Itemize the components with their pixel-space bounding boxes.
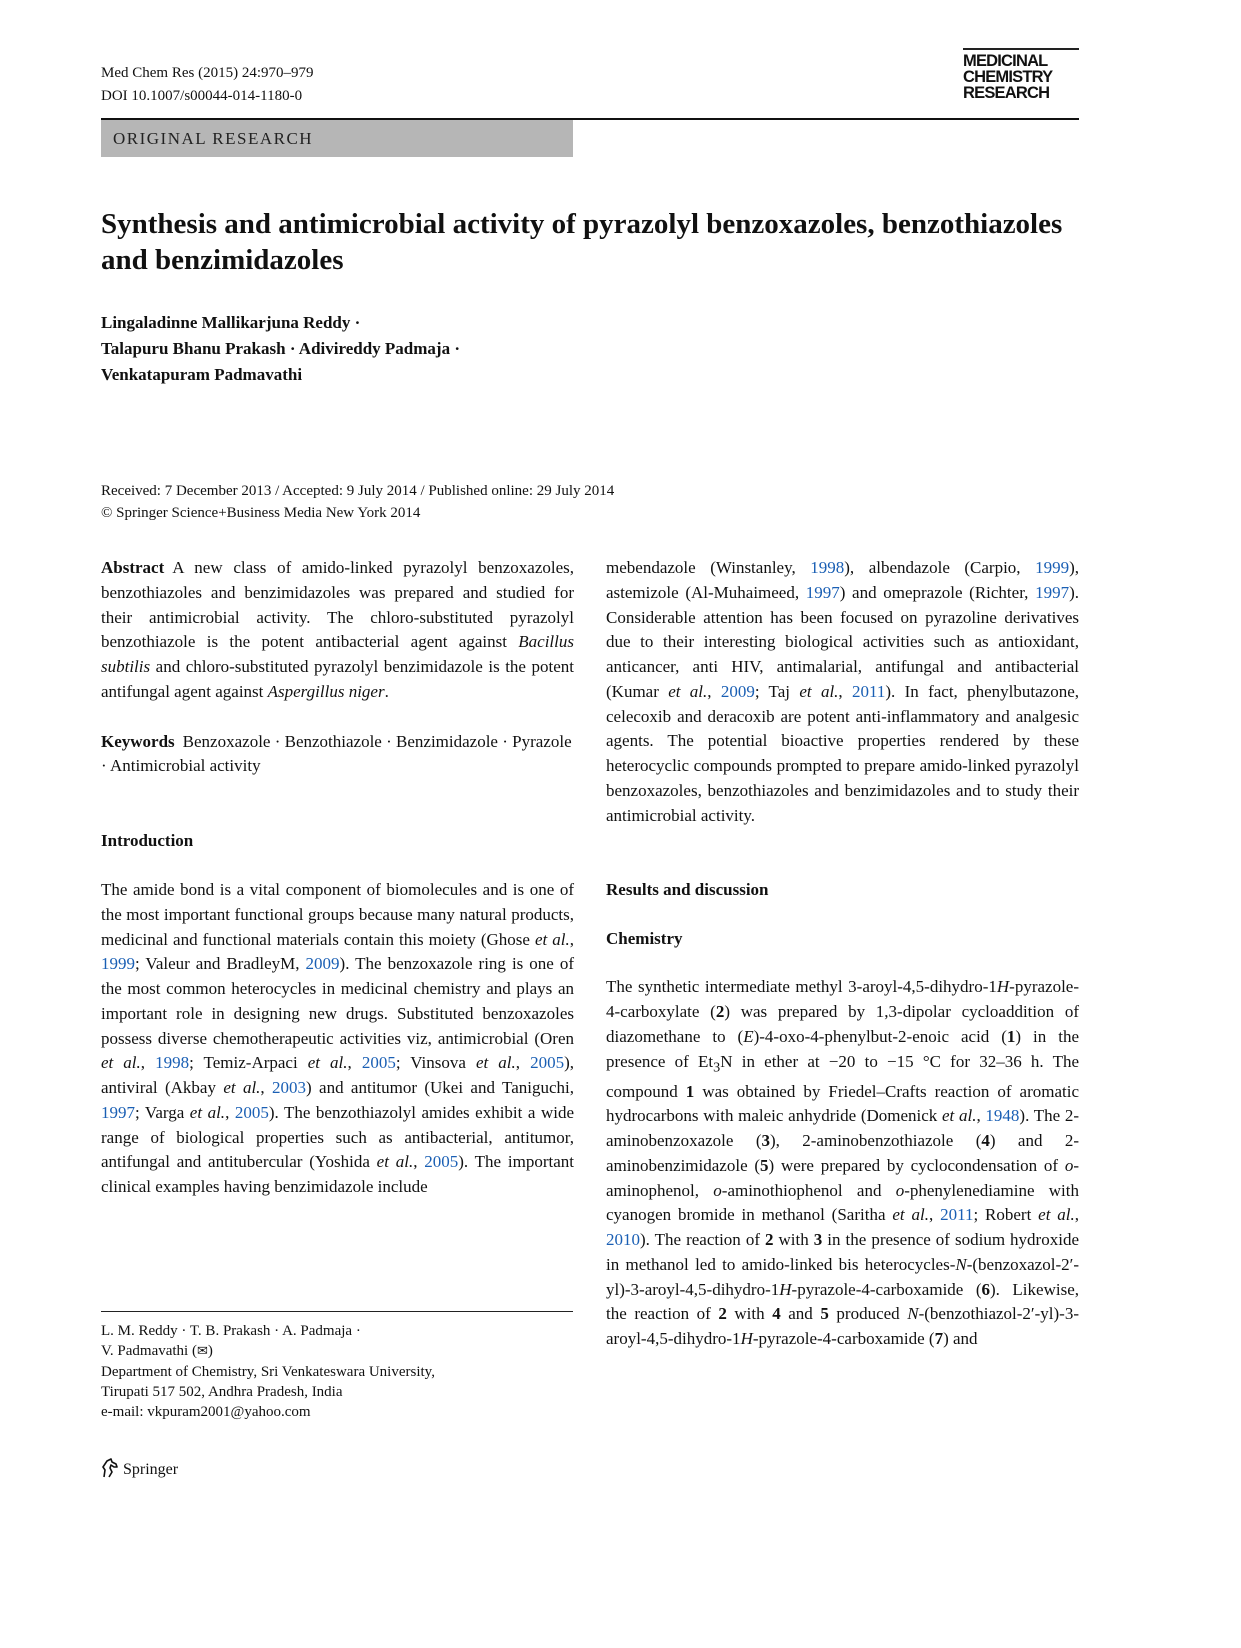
publisher-footer <box>101 1458 178 1481</box>
citation-link[interactable]: 2003 <box>272 1078 307 1097</box>
citation-link[interactable]: 2005 <box>530 1053 565 1073</box>
introduction-heading: Introduction <box>101 831 194 850</box>
citation-link[interactable]: 1948 <box>985 1106 1020 1126</box>
paper-title: Synthesis and antimicrobial activity of pyrazolyl benzoxazoles, benzothiazoles and benzimidazoles <box>101 208 1063 276</box>
chemistry-paragraph: The synthetic intermediate methyl 3-aroyl-4,5-dihydro-1H-pyrazole-4-carboxylate (2) was prepared by 1,3-dipolar cycloaddition of diazomethane to (E)-4-oxo-4-phenylbut-2-enoic acid (1) in the presence of $Et_3N$ in ether at −20 to −15 °C for 32–36 h. The compound 1 was obtained by Friedel–Crafts reaction of aromatic hydrocarbons with maleic anhydride (Domenick et al., 1948). The 2-aminobenzoxazole (3), 2-aminobenzothiazole (4) and 2-aminobenzimidazole (5) were prepared by cyclocondensation of o-aminophenol, o-aminothiophenol and o-phenylenediamine with cyanogen bromide in methanol (Saritha et al., 2011; Robert et al., 2010). The reaction of 2 with 3 in the presence of sodium hydroxide in methanol led to amido-linked bis heterocycles-N-(benzoxazol-2′-yl)-3-aroyl-4,5-dihydro-1H-pyrazole-4-carboxamide (6). Likewise, the reaction of 2 with 4 and 5 produced N-(benzothiazol-2′-yl)-3-aroyl-4,5-dihydro-1H-pyrazole-4-carboxamide (7) and <box>606 977 1080 1349</box>
citation-link[interactable]: 2005 <box>234 1102 269 1122</box>
citation-link[interactable]: 2005 <box>424 1152 459 1172</box>
abstract-label: Abstract <box>101 558 165 577</box>
author-line: Lingaladinne Mallikarjuna Reddy · <box>101 313 361 332</box>
copyright-line: © Springer Science+Business Media New York 2014 <box>101 505 421 521</box>
footnote-authors: L. M. Reddy · T. B. Prakash · A. Padmaja · <box>101 1323 361 1339</box>
department: Department of Chemistry, Sri Venkateswara University, <box>101 1364 435 1380</box>
history-dates: Received: 7 December 2013 / Accepted: 9 July 2014 / Published online: 29 July 2014 <box>101 483 615 499</box>
journal-citation <box>101 62 313 108</box>
keywords-label: Keywords <box>101 731 175 751</box>
logo-line-3: RESEARCH <box>963 84 1050 102</box>
footnote-rule <box>101 1311 573 1312</box>
citation-link[interactable]: 1999 <box>101 954 135 974</box>
publisher-name: Springer <box>123 1461 179 1478</box>
keywords-paragraph <box>101 730 574 780</box>
keywords-text: Benzoxazole · Benzothiazole · Benzimidazole · Pyrazole · Antimicrobial activity <box>101 731 572 776</box>
citation-link[interactable]: 2005 <box>361 1053 396 1073</box>
chemistry-subheading: Chemistry <box>606 929 683 949</box>
citation-link[interactable]: 2011 <box>852 681 886 701</box>
doi-text: DOI 10.1007/s00044-014-1180-0 <box>101 88 303 104</box>
journal-logo <box>963 48 1079 101</box>
introduction-paragraph: The amide bond is a vital component of biomolecules and is one of the most important functional groups because many natural products, medicinal and functional materials contain this moiety (Ghose et al., 1999; Valeur and BradleyM, 2009). The benzoxazole ring is one of the most common heterocycles in medicinal chemistry and plays an important role in designing new drugs. Substituted benzoxazoles possess diverse chemotherapeutic activities viz, antimicrobial (Oren et al., 1998; Temiz-Arpaci et al., 2005; Vinsova et al., 2005), antiviral (Akbay et al., 2003) and antitumor (Ukei and Taniguchi, 1997; Varga et al., 2005). The benzothiazolyl amides exhibit a wide range of biological properties such as antibacterial, antitumor, antifungal and antitubercular (Yoshida et al., 2005). The important clinical examples having benzimidazole include <box>101 880 575 1196</box>
author-affiliation <box>101 1321 435 1422</box>
citation-link[interactable]: 2009 <box>305 954 340 974</box>
author-list <box>101 310 460 388</box>
logo-line-2: CHEMISTRY <box>963 68 1053 86</box>
section-label: ORIGINAL RESEARCH <box>101 120 573 157</box>
citation-link[interactable]: 2011 <box>940 1205 974 1225</box>
citation-link[interactable]: 1997 <box>1035 582 1070 602</box>
author-line: Venkatapuram Padmavathi <box>101 365 303 384</box>
results-heading: Results and discussion <box>606 880 769 900</box>
citation-link[interactable]: 1998 <box>810 558 845 577</box>
citation-link[interactable]: 2009 <box>720 681 755 701</box>
abstract-paragraph: Abstract A new class of amido-linked pyrazolyl benzoxazoles, benzothiazoles and benzimidazoles was prepared and studied for their antimicrobial activity. The chloro-substituted pyrazolyl benzothiazole is the potent antibacterial agent against Bacillus subtilis and chloro-substituted pyrazolyl benzimidazole is the potent antifungal agent against Aspergillus niger. <box>101 558 574 701</box>
citation-link[interactable]: 1998 <box>155 1053 190 1073</box>
citation-link[interactable]: 2010 <box>606 1230 640 1250</box>
citation-link[interactable]: 1997 <box>101 1102 135 1122</box>
left-column <box>101 556 574 1200</box>
right-column <box>606 556 1079 1352</box>
springer-horse-icon <box>101 1458 119 1478</box>
envelope-icon: ✉ <box>196 1344 208 1359</box>
address: Tirupati 517 502, Andhra Pradesh, India <box>101 1384 343 1400</box>
publication-dates <box>101 480 614 524</box>
logo-line-1: MEDICINAL <box>963 52 1048 70</box>
corresponding-author: V. Padmavathi (✉) <box>101 1343 213 1359</box>
citation-link[interactable]: 1997 <box>805 582 840 602</box>
citation-link[interactable]: 1999 <box>1035 558 1070 577</box>
author-line: Talapuru Bhanu Prakash · Adivireddy Padmaja · <box>101 339 461 358</box>
introduction-continued: mebendazole (Winstanley, 1998), albendazole (Carpio, 1999), astemizole (Al-Muhaimeed, 1997) and omeprazole (Richter, 1997). Considerable attention has been focused on pyrazoline derivatives due to their interesting biological activities such as antioxidant, anticancer, anti HIV, antimalarial, antifungal and antibacterial (Kumar et al., 2009; Taj et al., 2011). In fact, phenylbutazone, celecoxib and deracoxib are potent anti-inflammatory and analgesic agents. The potential bioactive properties rendered by these heterocyclic compounds prompted to prepare amido-linked pyrazolyl benzoxazoles, benzothiazoles and benzimidazoles and to study their antimicrobial activity. <box>606 558 1080 825</box>
citation-text: Med Chem Res (2015) 24:970–979 <box>101 65 314 81</box>
email[interactable]: e-mail: vkpuram2001@yahoo.com <box>101 1404 311 1420</box>
